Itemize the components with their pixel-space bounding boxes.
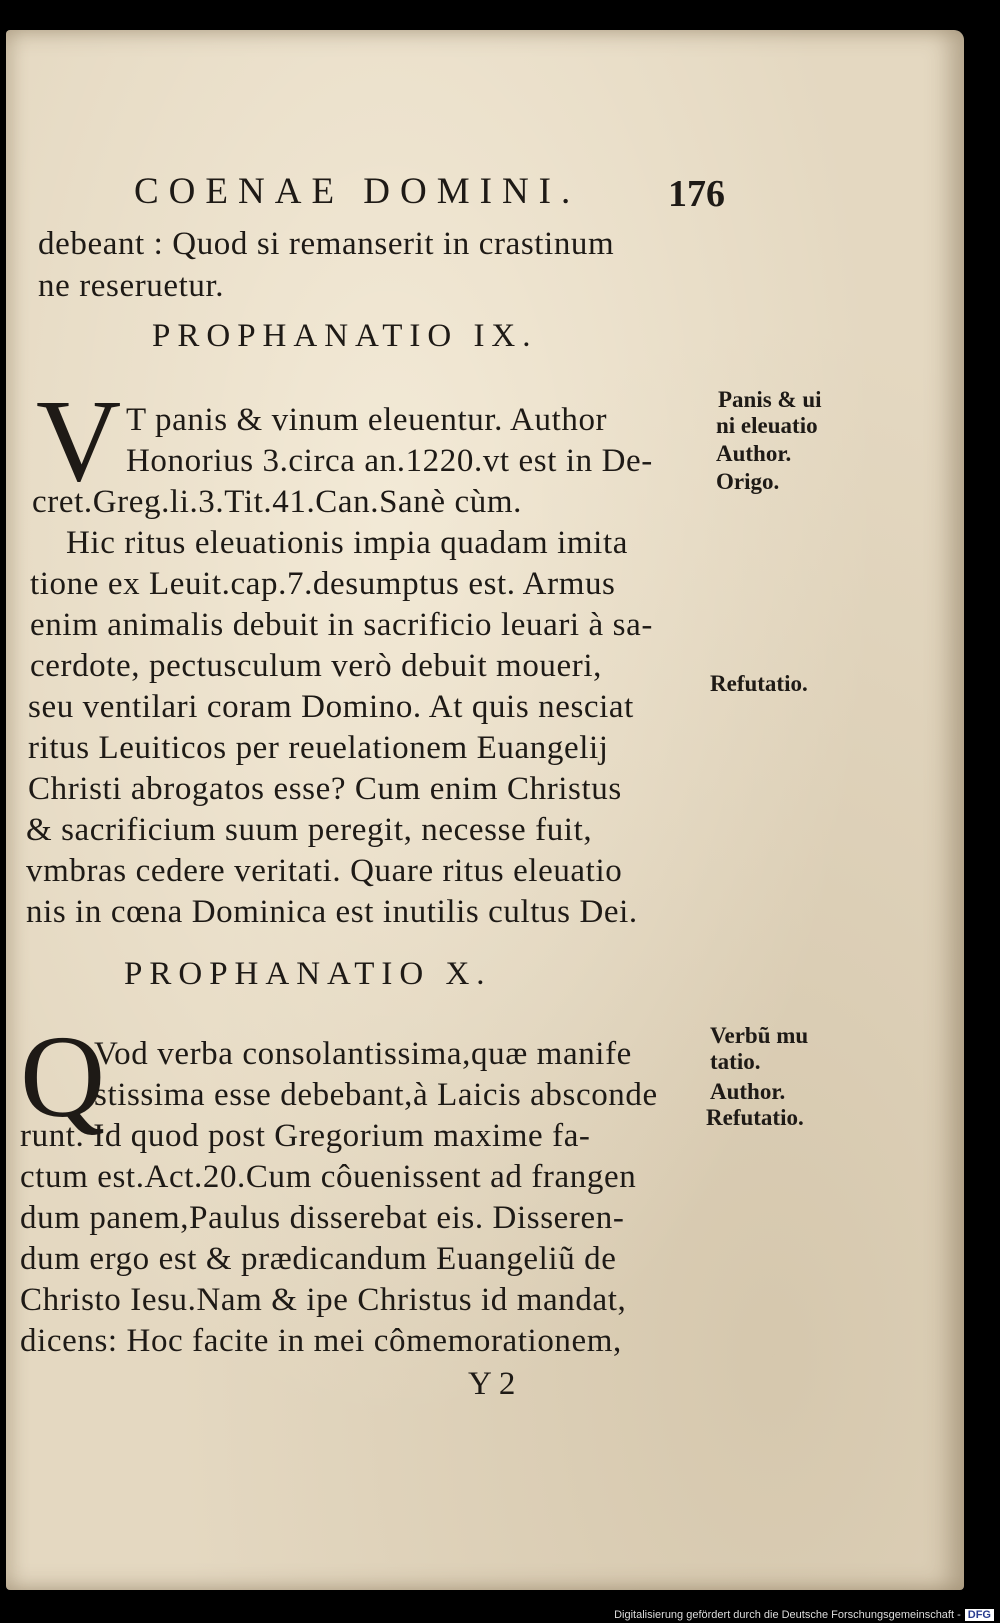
book-page [6,30,964,1590]
drop-cap: V [36,375,122,506]
margin-note: ni eleuatio [716,413,818,438]
credit-text: Digitalisierung gefördert durch die Deutsche Forschungsgemeinschaft - [614,1609,961,1621]
text-line: ne reseruetur. [38,268,225,304]
signature-mark: Y 2 [468,1366,516,1402]
text-line: enim animalis debuit in sacrificio leuari à sa- [30,607,653,643]
text-line: cret.Greg.li.3.Tit.41.Can.Sanè cùm. [32,484,522,520]
text-line: tione ex Leuit.cap.7.desumptus est. Armus [30,566,616,602]
margin-note: tatio. [710,1049,761,1074]
text-line: vmbras cedere veritati. Quare ritus eleuatio [26,853,623,889]
text-line: & sacrificium suum peregit, necesse fuit, [26,812,593,848]
text-line: Vod verba consolantissima,quæ manife [94,1036,632,1072]
digitization-credit [614,1609,994,1621]
text-line: Hic ritus eleuationis impia quadam imita [66,525,628,561]
text-line: dum panem,Paulus disserebat eis. Disseren- [20,1200,625,1236]
text-line: Christi abrogatos esse? Cum enim Christus [28,771,622,807]
margin-note: Refutatio. [710,671,808,696]
margin-note: Author. [716,441,792,466]
text-line: T panis & vinum eleuentur. Author [126,402,608,438]
text-line: seu ventilari coram Domino. At quis nesciat [28,689,634,725]
text-line: dicens: Hoc facite in mei cômemorationem, [20,1323,622,1359]
margin-note: Author. [710,1079,786,1104]
margin-note: Panis & ui [718,387,822,412]
text-line: Honorius 3.circa an.1220.vt est in De- [126,443,653,479]
text-line: cerdote, pectusculum verò debuit moueri, [30,648,602,684]
text-line: Christo Iesu.Nam & ipe Christus id mandat, [20,1282,627,1318]
text-line: stissima esse debebant,à Laicis absconde [94,1077,658,1113]
section-heading: PROPHANATIO X. [124,956,492,992]
text-line: ritus Leuiticos per reuelationem Euangelij [28,730,609,766]
page-number: 176 [668,173,725,215]
drop-cap: Q [20,1011,106,1142]
text-line: debeant : Quod si remanserit in crastinum [38,226,615,262]
text-line: dum ergo est & prædicandum Euangeliũ de [20,1241,617,1277]
dfg-logo: DFG [965,1609,994,1621]
text-line: runt. Id quod post Gregorium maxime fa- [20,1118,591,1154]
text-line: ctum est.Act.20.Cum côuenissent ad frangen [20,1159,637,1195]
margin-note: Refutatio. [706,1105,804,1130]
margin-note: Origo. [716,469,780,494]
running-title: COENAE DOMINI. [134,171,581,212]
section-heading: PROPHANATIO IX. [152,318,538,354]
text-line: nis in cœna Dominica est inutilis cultus Dei. [26,894,638,930]
margin-note: Verbũ mu [710,1023,809,1048]
